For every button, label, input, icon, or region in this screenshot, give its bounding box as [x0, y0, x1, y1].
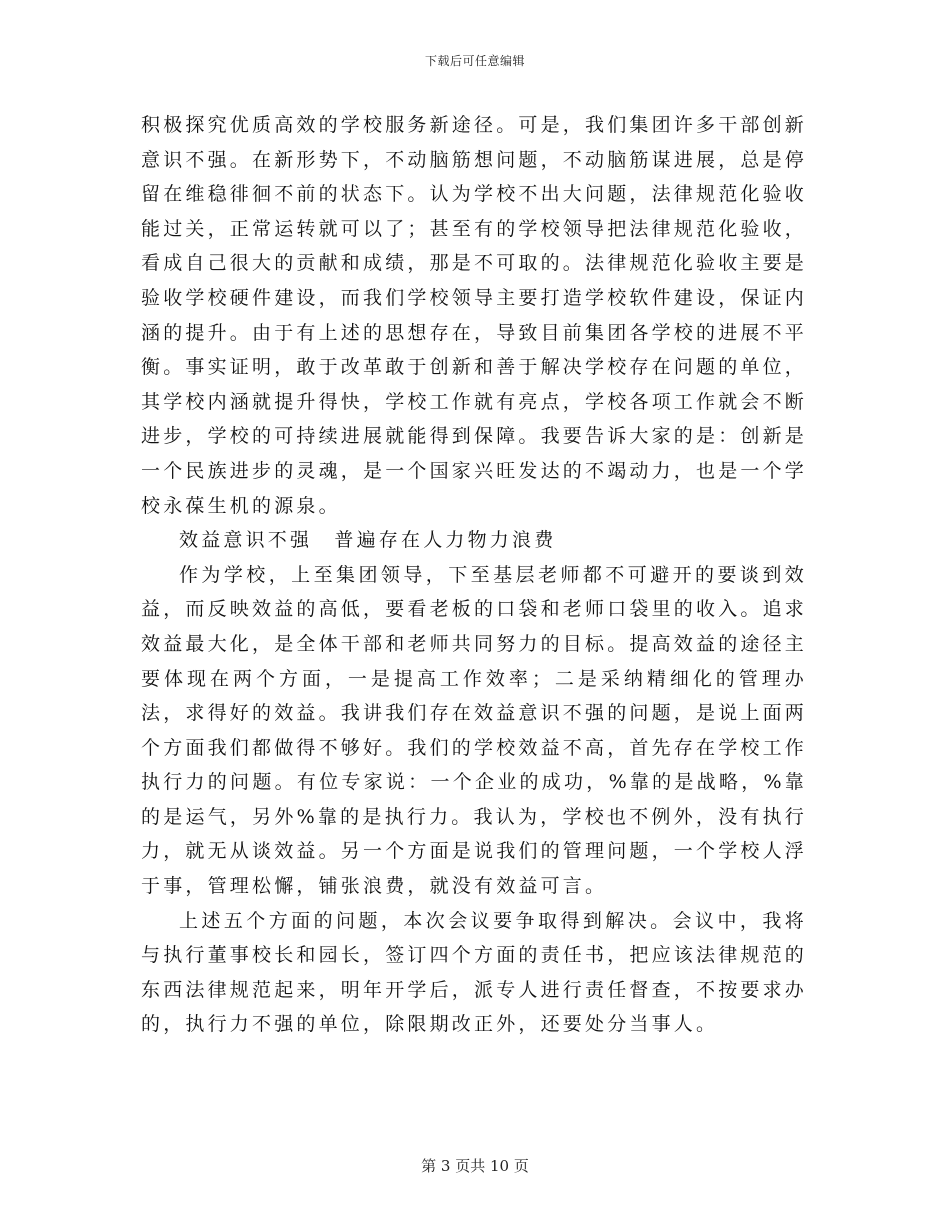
- document-body: [141, 108, 807, 1042]
- page-header: 下载后可任意编辑: [424, 54, 525, 68]
- body-paragraph: 上述五个方面的问题，本次会议要争取得到解决。会议中，我将与执行董事校长和园长，签订四个方面的责任书，把应该法律规范的东西法律规范起来，明年开学后，派专人进行责任督查，不按要求办的，执行力不强的单位，除限期改正外，还要处分当事人。: [141, 909, 808, 1036]
- section-heading: 效益意识不强 普遍存在人力物力浪费: [179, 529, 557, 552]
- page-number: 第 3 页共 10 页: [421, 1157, 529, 1175]
- body-paragraph: 作为学校，上至集团领导，下至基层老师都不可避开的要谈到效益，而反映效益的高低，要看老板的口袋和老师口袋里的收入。追求效益最大化，是全体干部和老师共同努力的目标。提高效益的途径主要体现在两个方面，一是提高工作效率；二是采纳精细化的管理办法，求得好的效益。我讲我们存在效益意识不强的问题，是说上面两个方面我们都做得不够好。我们的学校效益不高，首先存在学校工作执行力的问题。有位专家说：一个企业的成功，%靠的是战略，%靠的是运气，另外%靠的是执行力。我认为，学校也不例外，没有执行力，就无从谈效益。另一个方面是说我们的管理问题，一个学校人浮于事，管理松懈，铺张浪费，就没有效益可言。: [141, 563, 808, 898]
- body-paragraph-continuation: 积极探究优质高效的学校服务新途径。可是，我们集团许多干部创新意识不强。在新形势下，不动脑筋想问题，不动脑筋谋进展，总是停留在维稳徘徊不前的状态下。认为学校不出大问题，法律规范化验收能过关，正常运转就可以了；甚至有的学校领导把法律规范化验收，看成自己很大的贡献和成绩，那是不可取的。法律规范化验收主要是验收学校硬件建设，而我们学校领导主要打造学校软件建设，保证内涵的提升。由于有上述的思想存在，导致目前集团各学校的进展不平衡。事实证明，敢于改革敢于创新和善于解决学校存在问题的单位，其学校内涵就提升得快，学校工作就有亮点，学校各项工作就会不断进步，学校的可持续进展就能得到保障。我要告诉大家的是：创新是一个民族进步的灵魂，是一个国家兴旺发达的不竭动力，也是一个学校永葆生机的源泉。: [141, 114, 808, 517]
